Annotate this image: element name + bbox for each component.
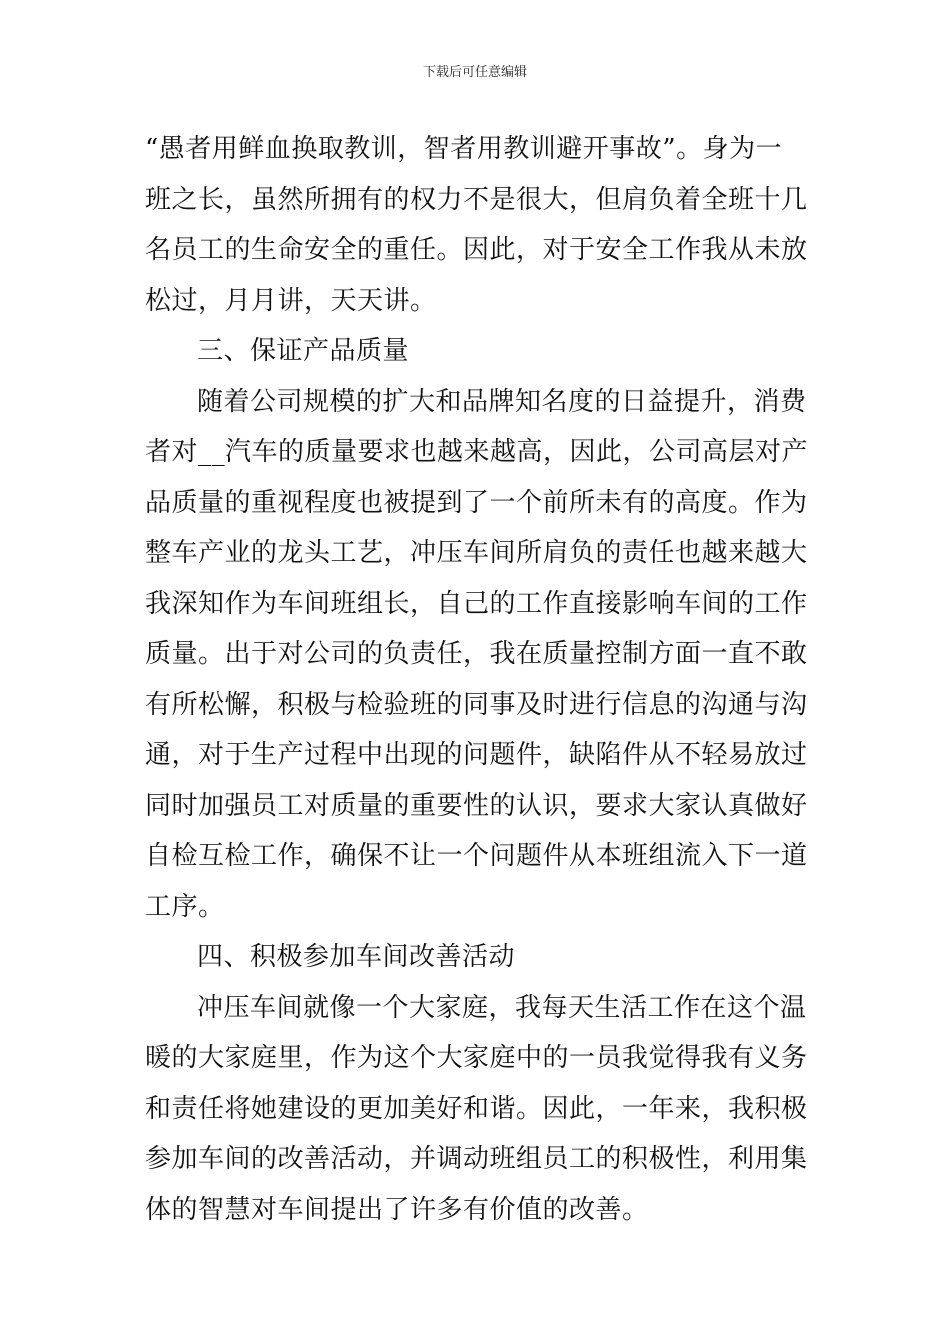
text-line: 自检互检工作，确保不让一个问题件从本班组流入下一道: [145, 841, 808, 871]
text-line: 班之长，虽然所拥有的权力不是很大，但肩负着全班十几: [145, 184, 808, 215]
section-heading: 三、保证产品质量: [197, 336, 410, 366]
text-line: 我深知作为车间班组长，自己的工作直接影响车间的工作: [145, 588, 808, 619]
text-line: “愚者用鲜血换取教训，智者用教训避开事故”。身为一: [145, 134, 783, 164]
text-line: 通，对于生产过程中出现的问题件，缺陷件从不轻易放过: [145, 740, 808, 770]
page-header: 下载后可任意编辑: [422, 65, 527, 80]
text-line: 者对__汽车的质量要求也越来越高，因此，公司高层对产: [145, 437, 809, 467]
text-line: 体的智慧对车间提出了许多有价值的改善。: [145, 1194, 649, 1225]
text-line: 随着公司规模的扩大和品牌知名度的日益提升，消费: [197, 386, 807, 417]
text-line: 整车产业的龙头工艺，冲压车间所肩负的责任也越来越大: [145, 538, 808, 568]
section-heading: 四、积极参加车间改善活动: [197, 942, 516, 972]
text-line: 名员工的生命安全的重任。因此，对于安全工作我从未放: [145, 235, 808, 265]
text-line: 工序。: [145, 891, 225, 922]
text-line: 质量。出于对公司的负责任，我在质量控制方面一直不敢: [145, 639, 808, 669]
text-line: 松过，月月讲，天天讲。: [145, 285, 437, 316]
text-line: 和责任将她建设的更加美好和谐。因此，一年来，我积极: [145, 1093, 808, 1124]
text-line: 有所松懈，积极与检验班的同事及时进行信息的沟通与沟: [145, 689, 808, 720]
text-line: 参加车间的改善活动，并调动班组员工的积极性，利用集: [145, 1144, 808, 1174]
text-line: 冲压车间就像一个大家庭，我每天生活工作在这个温: [197, 992, 807, 1023]
text-line: 暖的大家庭里，作为这个大家庭中的一员我觉得我有义务: [145, 1043, 808, 1073]
text-line: 同时加强员工对质量的重要性的认识，要求大家认真做好: [145, 790, 808, 821]
text-line: 品质量的重视程度也被提到了一个前所未有的高度。作为: [145, 487, 808, 518]
document-body: [145, 124, 807, 1235]
